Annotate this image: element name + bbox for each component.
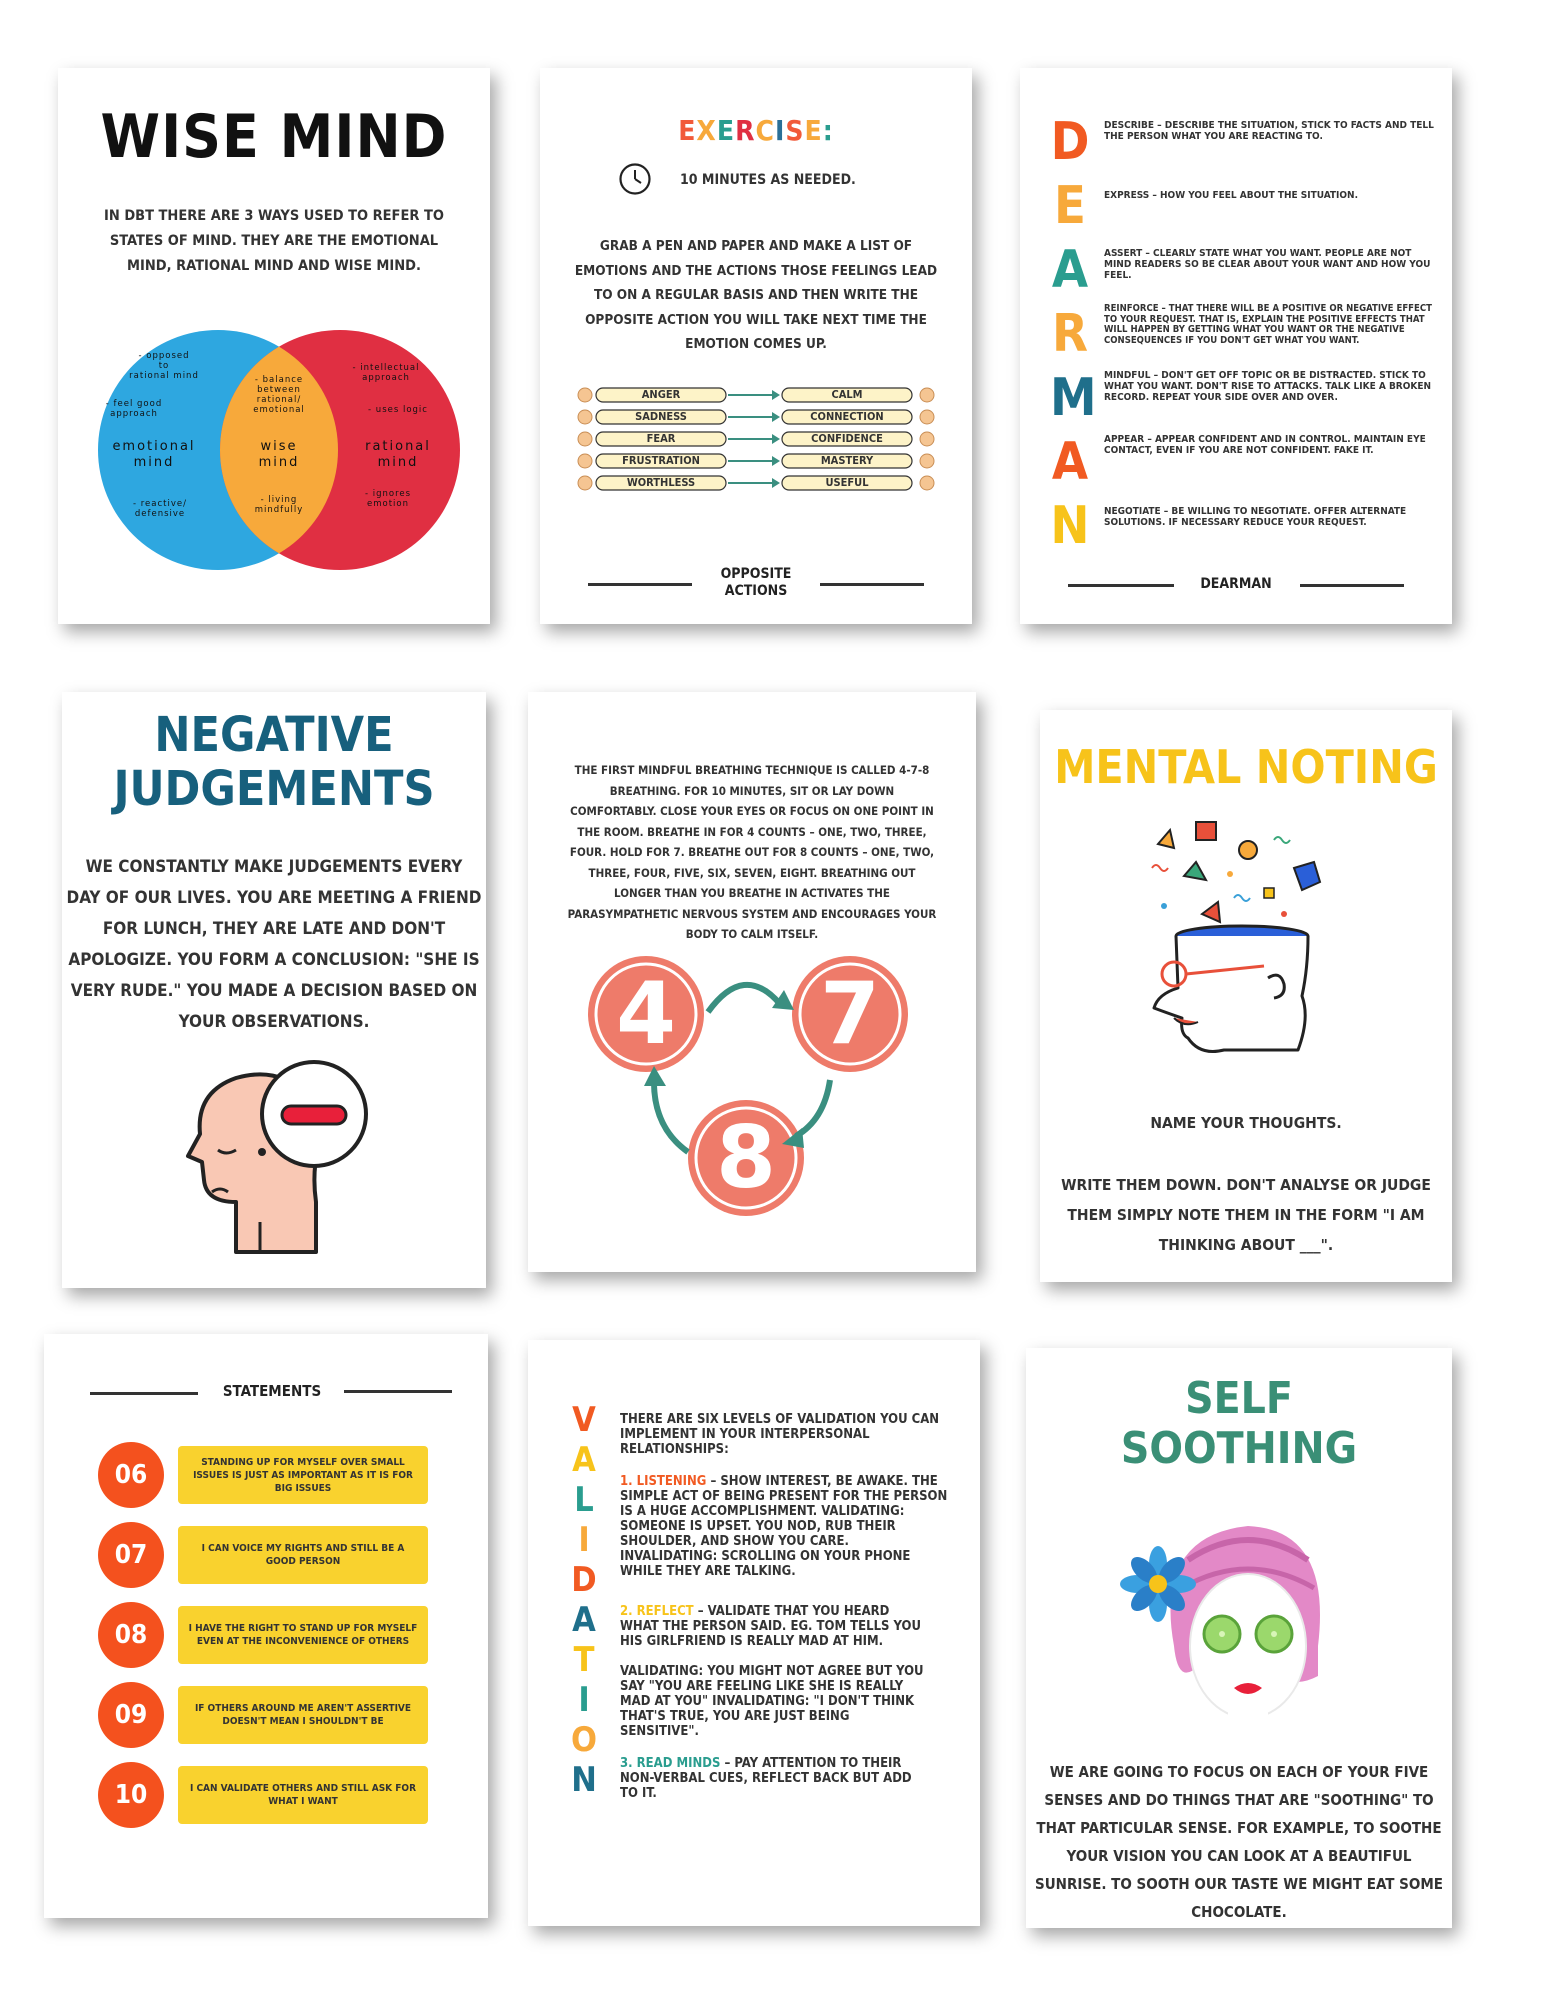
dearman-letter: A — [1051, 432, 1089, 492]
svg-text:mind: mind — [377, 455, 419, 470]
validation-letter: A — [572, 1600, 596, 1640]
svg-text:approach: approach — [362, 373, 410, 383]
dearman-item: APPEAR – APPEAR CONFIDENT AND IN CONTROL. MAINTAIN EYE CONTACT, EVEN IF YOU ARE NOT CONFIDENT. FAKE IT. — [1104, 434, 1426, 456]
emotion-label: WORTHLESS — [626, 476, 696, 489]
validation-letters — [566, 1400, 602, 1800]
dearman-item: EXPRESS – HOW YOU FEEL ABOUT THE SITUATION. — [1104, 190, 1358, 201]
validation-letter: O — [571, 1720, 597, 1760]
validation-level-3-text: – PAY ATTENTION TO THEIR NON-VERBAL CUES, REFLECT BACK BUT ADD TO IT. — [620, 1756, 912, 1801]
statement-number: 10 — [98, 1762, 164, 1828]
arrow-4-to-7 — [708, 985, 780, 1012]
open-head-thoughts-icon — [1144, 818, 1354, 1068]
breathing-number-4: 4 — [616, 964, 676, 1064]
opposite-actions-list — [576, 386, 938, 500]
dearman-letter: N — [1050, 496, 1090, 556]
emotion-label: FRUSTRATION — [622, 454, 700, 467]
exercise-title — [540, 114, 972, 147]
clock-icon — [618, 162, 652, 196]
venn-wise-top: - balance — [254, 375, 304, 385]
mental-noting-line2: WRITE THEM DOWN. DON'T ANALYSE OR JUDGE THEM SIMPLY NOTE THEM IN THE FORM "I AM THINKING ABOUT ___". — [1061, 1176, 1431, 1254]
breathing-number-7: 7 — [820, 964, 880, 1064]
statement-number: 08 — [98, 1602, 164, 1668]
validation-level-3 — [620, 1756, 930, 1801]
emotion-label: SADNESS — [635, 410, 687, 423]
venn-diagram — [98, 326, 460, 574]
dearman-footer-line-left — [1068, 584, 1174, 587]
face-mask-spa-icon — [1118, 1496, 1358, 1746]
negative-thought-head-icon — [166, 1052, 386, 1262]
svg-text:emotion: emotion — [367, 499, 409, 509]
validation-level-3-label: 3. READ MINDS — [620, 1756, 721, 1771]
arrow-7-to-8 — [796, 1080, 830, 1136]
mental-noting-title: MENTAL NOTING — [1054, 740, 1438, 794]
breathing-body: THE FIRST MINDFUL BREATHING TECHNIQUE IS CALLED 4-7-8 BREATHING. FOR 10 MINUTES, SIT OR LAY DOWN COMFORTABLY. CLOSE YOUR EYES OR FOCUS ON ONE POINT IN THE ROOM. BREATHE IN FOR 4 COUNTS – ONE, TWO, THREE, FOUR. HOLD FOR 7. BREATHE OUT FOR 8 COUNTS – ONE, TWO, THREE, FOUR, FIVE, SIX, SEVEN, EIGHT. BREATHING OUT LONGER THAN YOU BREATHE IN ACTIVATES THE PARASYMPATHETIC NERVOUS SYSTEM AND ENCOURAGES YOUR BODY TO CALM ITSELF. — [567, 763, 937, 941]
svg-text:between: between — [257, 385, 301, 395]
svg-text:defensive: defensive — [134, 509, 186, 519]
validation-level-2 — [620, 1604, 930, 1649]
dearman-item: DESCRIBE – DESCRIBE THE SITUATION, STICK TO FACTS AND TELL THE PERSON WHAT YOU ARE REACTING TO. — [1104, 120, 1434, 142]
dearman-letter: D — [1050, 112, 1090, 172]
card-self-soothing — [1026, 1348, 1452, 1928]
venn-emotional-top: - opposed — [138, 351, 190, 361]
svg-text:rational/: rational/ — [256, 395, 302, 405]
statement-row — [98, 1682, 478, 1748]
breathing-number-8: 8 — [716, 1108, 776, 1208]
dearman-item: REINFORCE – THAT THERE WILL BE A POSITIVE OR NEGATIVE EFFECT TO YOUR REQUEST. THAT IS, EXPLAIN THE POSITIVE EFFECTS THAT WILL HAPPEN BY GETTING WHAT YOU WANT OR THE NEGATIVE CONSEQUENCES IF YOU DON'T GET WHAT YOU WANT. — [1104, 303, 1432, 346]
statement-row — [98, 1602, 478, 1668]
negative-title-line1: NEGATIVE — [154, 707, 394, 763]
arrow-8-to-4 — [654, 1082, 688, 1152]
exercise-title-letter: E — [804, 114, 823, 147]
statement-number: 06 — [98, 1442, 164, 1508]
venn-wise-bottom: - living — [260, 495, 298, 505]
statements-header-line-left — [90, 1392, 198, 1395]
wise-mind-intro: IN DBT THERE ARE 3 WAYS USED TO REFER TO STATES OF MIND. THEY ARE THE EMOTIONAL MIND, RATIONAL MIND AND WISE MIND. — [104, 208, 444, 274]
venn-rational-mid: - uses logic — [368, 405, 428, 415]
validation-letter: I — [578, 1520, 590, 1560]
self-soothing-body: WE ARE GOING TO FOCUS ON EACH OF YOUR FIVE SENSES AND DO THINGS THAT ARE "SOOTHING" TO THAT PARTICULAR SENSE. FOR EXAMPLE, TO SOOTHE YOUR VISION YOU CAN LOOK AT A BEAUTIFUL SUNRISE. TO SOOTH OUR TASTE WE MIGHT EAT SOME CHOCOLATE. — [1035, 1763, 1443, 1921]
exercise-title-letter: E — [716, 114, 736, 147]
statement-number: 07 — [98, 1522, 164, 1588]
dearman-item: MINDFUL – DON'T GET OFF TOPIC OR BE DISTRACTED. STICK TO WHAT YOU WANT. DON'T RISE TO ATTACKS. TALK LIKE A BROKEN RECORD. REPEAT YOUR SIDE OVER AND OVER. — [1104, 370, 1432, 403]
dearman-item: ASSERT – CLEARLY STATE WHAT YOU WANT. PEOPLE ARE NOT MIND READERS SO BE CLEAR ABOUT YOUR WANT AND HOW YOU FEEL. — [1104, 248, 1431, 281]
self-soothing-title-line1: SELF — [1185, 1373, 1293, 1424]
negative-body: WE CONSTANTLY MAKE JUDGEMENTS EVERY DAY OF OUR LIVES. YOU ARE MEETING A FRIEND FOR LUNCH, THEY ARE LATE AND DON'T APOLOGIZE. YOU FORM A CONCLUSION: "SHE IS VERY RUDE." YOU MADE A DECISION BASED ON YOUR OBSERVATIONS. — [66, 857, 482, 1032]
action-label: CONFIDENCE — [811, 432, 883, 445]
dearman-letter: R — [1051, 304, 1089, 364]
emotion-label: FEAR — [646, 432, 676, 445]
exercise-title-letter: R — [735, 114, 756, 147]
exercise-instructions: GRAB A PEN AND PAPER AND MAKE A LIST OF EMOTIONS AND THE ACTIONS THOSE FEELINGS LEAD TO ON A REGULAR BASIS AND THEN WRITE THE OPPOSITE ACTION YOU WILL TAKE NEXT TIME THE EMOTION COMES UP. — [574, 238, 938, 352]
validation-letter: V — [572, 1400, 596, 1440]
validation-letter: T — [573, 1640, 595, 1680]
dearman-letters — [1050, 110, 1097, 558]
venn-emotional-label: emotional — [112, 439, 196, 454]
dearman-footer-line-right — [1300, 584, 1404, 587]
card-dearman — [1020, 68, 1452, 624]
dearman-letter: A — [1051, 240, 1089, 300]
action-label: CALM — [831, 388, 863, 401]
statement-text: I HAVE THE RIGHT TO STAND UP FOR MYSELF EVEN AT THE INCONVENIENCE OF OTHERS — [178, 1606, 428, 1664]
validation-intro: THERE ARE SIX LEVELS OF VALIDATION YOU CAN IMPLEMENT IN YOUR INTERPERSONAL RELATIONSHIPS: — [620, 1412, 940, 1457]
card-mental-noting — [1040, 710, 1452, 1282]
svg-text:mindfully: mindfully — [254, 505, 304, 515]
action-label: CONNECTION — [810, 410, 884, 423]
venn-rational-bottom: - ignores — [364, 489, 412, 499]
statement-row — [98, 1762, 478, 1828]
self-soothing-title-line2: SOOTHING — [1120, 1423, 1358, 1474]
validation-letter: I — [578, 1680, 590, 1720]
card-negative-judgements — [62, 692, 486, 1288]
dearman-letter: E — [1054, 176, 1086, 236]
exercise-title-letter: E — [678, 114, 697, 147]
dearman-footer: DEARMAN — [1200, 576, 1272, 592]
exercise-title-letter: X — [696, 114, 717, 147]
statement-text: STANDING UP FOR MYSELF OVER SMALL ISSUES IS JUST AS IMPORTANT AS IT IS FOR BIG ISSUES — [178, 1446, 428, 1504]
svg-text:rational mind: rational mind — [129, 371, 199, 381]
validation-level-2-text: – VALIDATE THAT YOU HEARD WHAT THE PERSON SAID. EG. TOM TELLS YOU HIS GIRLFRIEND IS REALLY MAD AT HIM. — [620, 1604, 921, 1649]
validation-level-1 — [620, 1474, 950, 1579]
venn-wise-label: wise — [260, 439, 298, 454]
exercise-title-letter: I — [774, 114, 786, 147]
negative-title-line2: JUDGEMENTS — [113, 761, 435, 817]
svg-text:to: to — [158, 361, 170, 371]
svg-text:mind: mind — [258, 455, 300, 470]
card-validation — [528, 1340, 980, 1926]
svg-text:approach: approach — [110, 409, 158, 419]
emotion-label: ANGER — [641, 388, 681, 401]
statement-text: I CAN VOICE MY RIGHTS AND STILL BE A GOOD PERSON — [178, 1526, 428, 1584]
wise-mind-title: WISE MIND — [100, 102, 448, 172]
card-breathing — [528, 692, 976, 1272]
svg-text:emotional: emotional — [253, 405, 305, 415]
exercise-time: 10 MINUTES AS NEEDED. — [680, 172, 856, 188]
validation-letter: N — [571, 1760, 597, 1800]
statement-row — [98, 1442, 478, 1508]
statements-header-line-right — [344, 1390, 452, 1393]
exercise-title-letter: S — [785, 114, 805, 147]
mental-noting-line1: NAME YOUR THOUGHTS. — [1150, 1114, 1342, 1132]
exercise-title-letter: : — [822, 114, 834, 147]
card-statements — [44, 1334, 488, 1918]
venn-rational-label: rational — [365, 439, 431, 454]
statements-header: STATEMENTS — [222, 1382, 322, 1400]
dearman-letter: M — [1050, 368, 1097, 428]
action-label: USEFUL — [825, 476, 869, 489]
validation-letter: L — [574, 1480, 594, 1520]
exercise-title-letter: C — [755, 114, 775, 147]
validation-letter: D — [571, 1560, 597, 1600]
validation-level-1-label: 1. LISTENING — [620, 1474, 707, 1489]
action-label: MASTERY — [820, 454, 874, 467]
svg-text:mind: mind — [133, 455, 175, 470]
venn-emotional-bottom: - reactive/ — [132, 499, 188, 509]
exercise-footer-line-right — [820, 583, 924, 586]
statement-text: I CAN VALIDATE OTHERS AND STILL ASK FOR WHAT I WANT — [178, 1766, 428, 1824]
venn-emotional-mid: - feel good — [105, 399, 163, 409]
exercise-footer-line-left — [588, 583, 692, 586]
card-exercise — [540, 68, 972, 624]
validation-level-2-label: 2. REFLECT — [620, 1604, 694, 1619]
card-wise-mind — [58, 68, 490, 624]
venn-rational-top: - intellectual — [352, 363, 420, 373]
validation-level-2-more: VALIDATING: YOU MIGHT NOT AGREE BUT YOU SAY "YOU ARE FEELING LIKE SHE IS REALLY MAD AT YOU" INVALIDATING: "I DON'T THINK THAT'S TRUE, YOU ARE JUST BEING SENSITIVE". — [620, 1664, 924, 1739]
exercise-footer: OPPOSITE ACTIONS — [720, 566, 792, 599]
validation-level-1-text: – SHOW INTEREST, BE AWAKE. THE SIMPLE ACT OF BEING PRESENT FOR THE PERSON IS A HUGE ACCOMPLISHMENT. VALIDATING: SOMEONE IS UPSET. YOU NOD, RUB THEIR SHOULDER, AND SHOW YOU CARE. INVALIDATING: SCROLLING ON YOUR PHONE WHILE THEY ARE TALKING. — [620, 1474, 948, 1579]
statement-row — [98, 1522, 478, 1588]
statement-number: 09 — [98, 1682, 164, 1748]
statement-text: IF OTHERS AROUND ME AREN'T ASSERTIVE DOESN'T MEAN I SHOULDN'T BE — [178, 1686, 428, 1744]
validation-letter: A — [572, 1440, 596, 1480]
dearman-item: NEGOTIATE – BE WILLING TO NEGOTIATE. OFFER ALTERNATE SOLUTIONS. IF NECESSARY REDUCE YOUR REQUEST. — [1104, 506, 1407, 528]
